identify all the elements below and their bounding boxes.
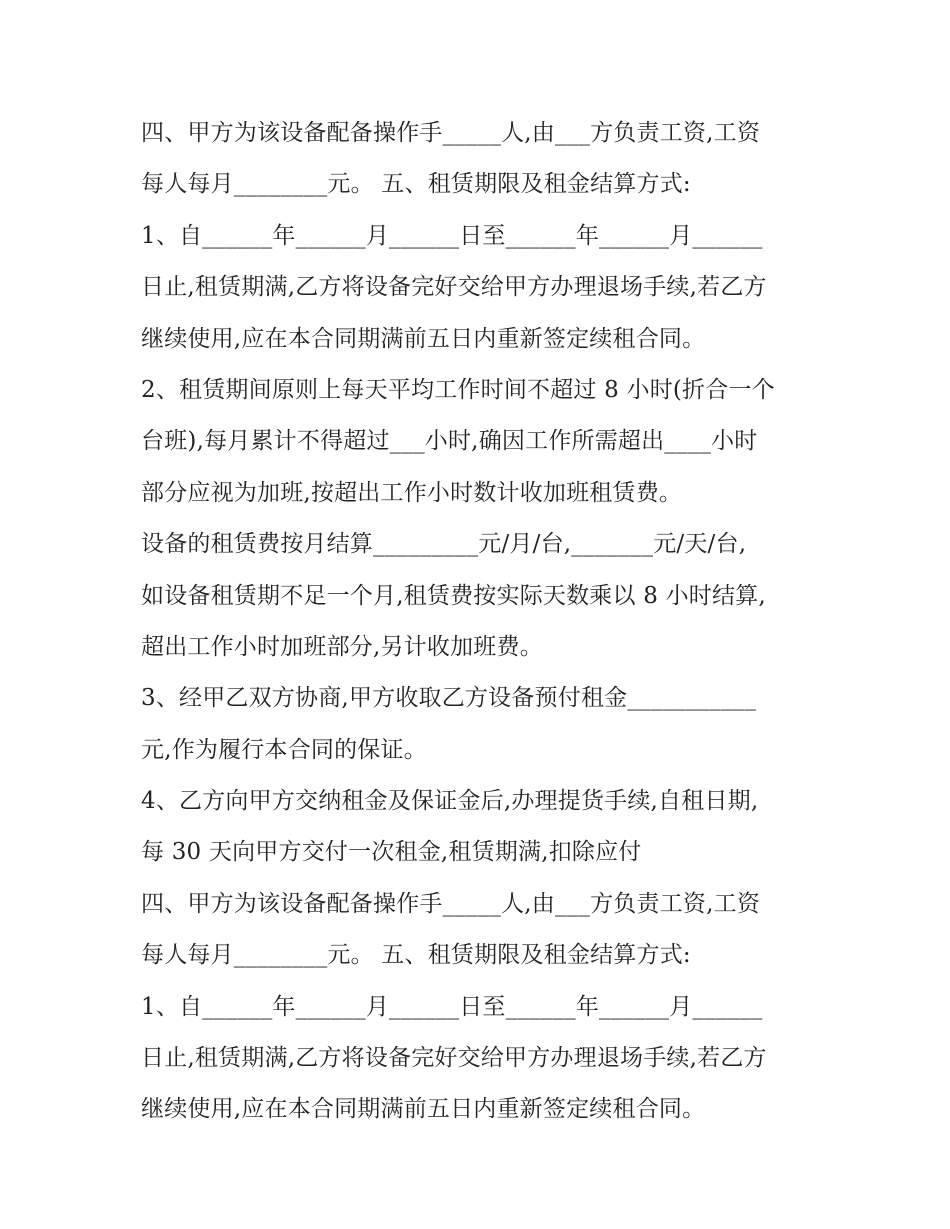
text-line: 如设备租赁期不足一个月,租赁费按实际天数乘以 8 小时结算, — [141, 582, 766, 609]
text-line: 日止,租赁期满,乙方将设备完好交给甲方办理退场手续,若乙方 — [141, 274, 767, 301]
text-line: 四、甲方为该设备配备操作手_____人,由___方负责工资,工资 — [141, 120, 761, 146]
text-line: 部分应视为加班,按超出工作小时数计收加班租赁费。 — [141, 479, 683, 506]
text-line: 1、自______年______月______日至______年______月______ — [141, 222, 763, 249]
text-line: 每人每月________元。 五、租赁期限及租金结算方式: — [141, 942, 691, 969]
text-line: 3、经甲乙双方协商,甲方收取乙方设备预付租金___________ — [141, 685, 757, 712]
text-line: 日止,租赁期满,乙方将设备完好交给甲方办理退场手续,若乙方 — [141, 1045, 767, 1072]
text-line: 2、租赁期间原则上每天平均工作时间不超过 8 小时(折合一个 — [141, 376, 775, 403]
text-line: 1、自______年______月______日至______年______月______ — [141, 993, 763, 1020]
text-line: 设备的租赁费按月结算_________元/月/台,_______元/天/台, — [141, 531, 747, 558]
text-line: 台班),每月累计不得超过___小时,确因工作所需超出____小时 — [141, 428, 758, 455]
text-line: 四、甲方为该设备配备操作手_____人,由___方负责工资,工资 — [141, 890, 761, 917]
text-line: 每人每月________元。 五、租赁期限及租金结算方式: — [141, 171, 691, 198]
text-line: 4、乙方向甲方交纳租金及保证金后,办理提货手续,自租日期, — [141, 788, 759, 815]
text-line: 超出工作小时加班部分,另计收加班费。 — [141, 633, 543, 660]
text-line: 每 30 天向甲方交付一次租金,租赁期满,扣除应付 — [141, 839, 642, 866]
text-line: 元,作为履行本合同的保证。 — [141, 736, 427, 763]
document-body — [141, 108, 821, 1136]
text-line: 继续使用,应在本合同期满前五日内重新签定续租合同。 — [141, 325, 706, 352]
text-line: 继续使用,应在本合同期满前五日内重新签定续租合同。 — [141, 1096, 706, 1123]
